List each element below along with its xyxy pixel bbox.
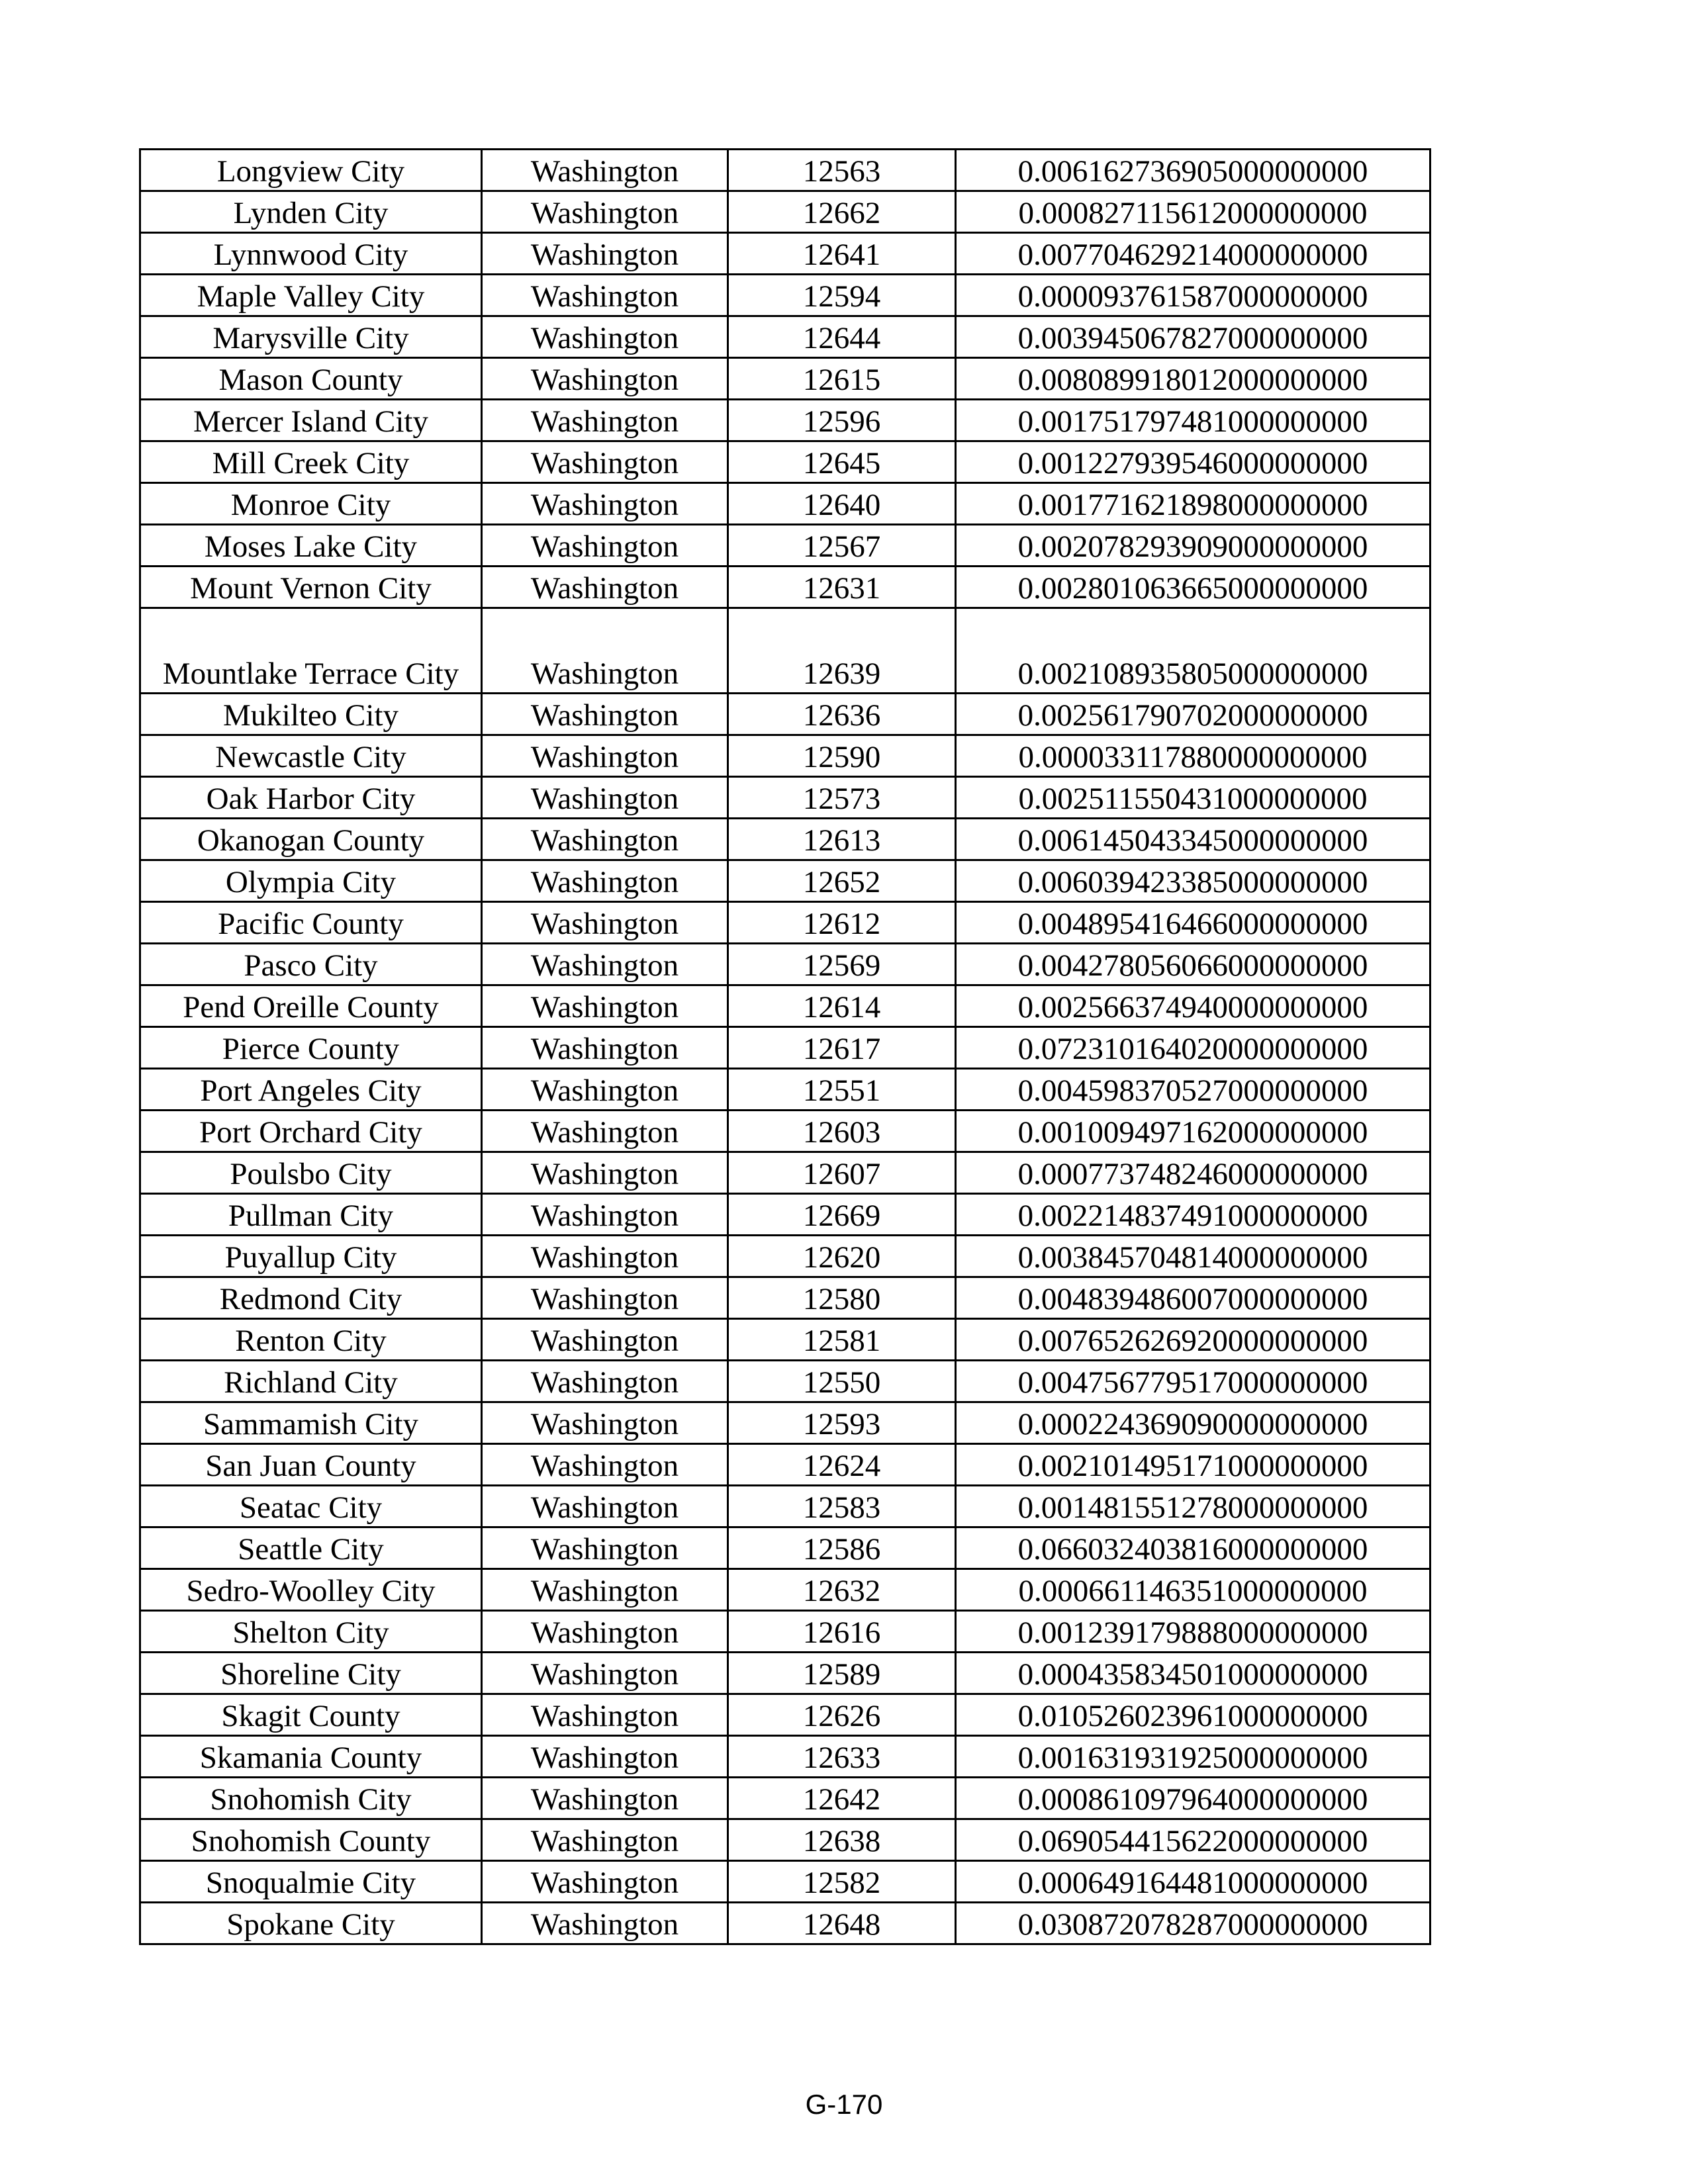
state-cell: Washington bbox=[482, 1402, 728, 1444]
jurisdiction-cell: Sammamish City bbox=[140, 1402, 482, 1444]
table-row bbox=[140, 1361, 1430, 1402]
percentage-cell: 0.007704629214000000000 bbox=[956, 233, 1430, 275]
percentage-cell: 0.002561790702000000000 bbox=[956, 694, 1430, 735]
jurisdiction-cell: Spokane City bbox=[140, 1903, 482, 1944]
state-cell: Washington bbox=[482, 1736, 728, 1778]
percentage-cell: 0.006162736905000000000 bbox=[956, 150, 1430, 191]
state-cell: Washington bbox=[482, 944, 728, 985]
id-cell: 12636 bbox=[728, 694, 956, 735]
state-cell: Washington bbox=[482, 1861, 728, 1903]
percentage-cell: 0.002078293909000000000 bbox=[956, 525, 1430, 567]
id-cell: 12603 bbox=[728, 1111, 956, 1152]
id-cell: 12616 bbox=[728, 1611, 956, 1653]
percentage-cell: 0.000827115612000000000 bbox=[956, 191, 1430, 233]
percentage-cell: 0.001009497162000000000 bbox=[956, 1111, 1430, 1152]
table-row bbox=[140, 1569, 1430, 1611]
state-cell: Washington bbox=[482, 1527, 728, 1569]
state-cell: Washington bbox=[482, 441, 728, 483]
jurisdiction-cell: Skamania County bbox=[140, 1736, 482, 1778]
table-row bbox=[140, 1527, 1430, 1569]
state-cell: Washington bbox=[482, 1653, 728, 1694]
percentage-cell: 0.000661146351000000000 bbox=[956, 1569, 1430, 1611]
state-cell: Washington bbox=[482, 358, 728, 400]
id-cell: 12669 bbox=[728, 1194, 956, 1236]
percentage-cell: 0.001771621898000000000 bbox=[956, 483, 1430, 525]
state-cell: Washington bbox=[482, 1444, 728, 1486]
table-row bbox=[140, 441, 1430, 483]
state-cell: Washington bbox=[482, 1236, 728, 1277]
jurisdiction-cell: Sedro-Woolley City bbox=[140, 1569, 482, 1611]
state-cell: Washington bbox=[482, 1027, 728, 1069]
table-row bbox=[140, 1069, 1430, 1111]
jurisdiction-cell: Mountlake Terrace City bbox=[140, 608, 482, 694]
id-cell: 12551 bbox=[728, 1069, 956, 1111]
table-row bbox=[140, 944, 1430, 985]
table-row bbox=[140, 1778, 1430, 1819]
state-cell: Washington bbox=[482, 819, 728, 860]
state-cell: Washington bbox=[482, 985, 728, 1027]
id-cell: 12613 bbox=[728, 819, 956, 860]
state-cell: Washington bbox=[482, 191, 728, 233]
state-cell: Washington bbox=[482, 608, 728, 694]
id-cell: 12615 bbox=[728, 358, 956, 400]
percentage-cell: 0.002566374940000000000 bbox=[956, 985, 1430, 1027]
table-row bbox=[140, 819, 1430, 860]
state-cell: Washington bbox=[482, 567, 728, 608]
table-row bbox=[140, 735, 1430, 777]
table-row bbox=[140, 1277, 1430, 1319]
state-cell: Washington bbox=[482, 735, 728, 777]
percentage-cell: 0.001239179888000000000 bbox=[956, 1611, 1430, 1653]
table-row bbox=[140, 1736, 1430, 1778]
state-cell: Washington bbox=[482, 1569, 728, 1611]
id-cell: 12624 bbox=[728, 1444, 956, 1486]
jurisdiction-cell: Seatac City bbox=[140, 1486, 482, 1527]
jurisdiction-cell: Mukilteo City bbox=[140, 694, 482, 735]
percentage-cell: 0.000435834501000000000 bbox=[956, 1653, 1430, 1694]
percentage-cell: 0.001227939546000000000 bbox=[956, 441, 1430, 483]
percentage-cell: 0.001481551278000000000 bbox=[956, 1486, 1430, 1527]
percentage-cell: 0.002214837491000000000 bbox=[956, 1194, 1430, 1236]
state-cell: Washington bbox=[482, 1277, 728, 1319]
state-cell: Washington bbox=[482, 1486, 728, 1527]
percentage-cell: 0.004895416466000000000 bbox=[956, 902, 1430, 944]
state-cell: Washington bbox=[482, 275, 728, 316]
jurisdiction-cell: Mercer Island City bbox=[140, 400, 482, 441]
id-cell: 12648 bbox=[728, 1903, 956, 1944]
table-row bbox=[140, 1819, 1430, 1861]
table-row bbox=[140, 1653, 1430, 1694]
percentage-cell: 0.004278056066000000000 bbox=[956, 944, 1430, 985]
page-number: G-170 bbox=[805, 2089, 883, 2120]
state-cell: Washington bbox=[482, 1819, 728, 1861]
state-cell: Washington bbox=[482, 1152, 728, 1194]
state-cell: Washington bbox=[482, 1903, 728, 1944]
jurisdiction-cell: Oak Harbor City bbox=[140, 777, 482, 819]
jurisdiction-cell: Mill Creek City bbox=[140, 441, 482, 483]
state-cell: Washington bbox=[482, 694, 728, 735]
id-cell: 12642 bbox=[728, 1778, 956, 1819]
table-row bbox=[140, 1903, 1430, 1944]
percentage-cell: 0.006039423385000000000 bbox=[956, 860, 1430, 902]
table-row bbox=[140, 902, 1430, 944]
id-cell: 12612 bbox=[728, 902, 956, 944]
table-row bbox=[140, 1027, 1430, 1069]
jurisdiction-cell: Port Orchard City bbox=[140, 1111, 482, 1152]
table-row bbox=[140, 777, 1430, 819]
id-cell: 12644 bbox=[728, 316, 956, 358]
id-cell: 12631 bbox=[728, 567, 956, 608]
table-row bbox=[140, 1694, 1430, 1736]
table-row bbox=[140, 1402, 1430, 1444]
jurisdiction-cell: Longview City bbox=[140, 150, 482, 191]
percentage-cell: 0.004756779517000000000 bbox=[956, 1361, 1430, 1402]
jurisdiction-cell: Shelton City bbox=[140, 1611, 482, 1653]
id-cell: 12639 bbox=[728, 608, 956, 694]
jurisdiction-cell: Poulsbo City bbox=[140, 1152, 482, 1194]
table-row bbox=[140, 233, 1430, 275]
jurisdiction-cell: Maple Valley City bbox=[140, 275, 482, 316]
id-cell: 12652 bbox=[728, 860, 956, 902]
jurisdiction-cell: Monroe City bbox=[140, 483, 482, 525]
jurisdiction-cell: Pend Oreille County bbox=[140, 985, 482, 1027]
table-row bbox=[140, 1194, 1430, 1236]
jurisdiction-cell: Moses Lake City bbox=[140, 525, 482, 567]
id-cell: 12563 bbox=[728, 150, 956, 191]
percentage-cell: 0.002801063665000000000 bbox=[956, 567, 1430, 608]
percentage-cell: 0.002108935805000000000 bbox=[956, 608, 1430, 694]
percentage-cell: 0.069054415622000000000 bbox=[956, 1819, 1430, 1861]
id-cell: 12607 bbox=[728, 1152, 956, 1194]
id-cell: 12638 bbox=[728, 1819, 956, 1861]
id-cell: 12617 bbox=[728, 1027, 956, 1069]
state-cell: Washington bbox=[482, 150, 728, 191]
percentage-cell: 0.000861097964000000000 bbox=[956, 1778, 1430, 1819]
table-row bbox=[140, 1236, 1430, 1277]
id-cell: 12567 bbox=[728, 525, 956, 567]
jurisdiction-cell: Pacific County bbox=[140, 902, 482, 944]
jurisdiction-cell: Skagit County bbox=[140, 1694, 482, 1736]
jurisdiction-cell: Okanogan County bbox=[140, 819, 482, 860]
table-row bbox=[140, 1152, 1430, 1194]
percentage-cell: 0.008089918012000000000 bbox=[956, 358, 1430, 400]
table-row bbox=[140, 483, 1430, 525]
state-cell: Washington bbox=[482, 1111, 728, 1152]
state-cell: Washington bbox=[482, 483, 728, 525]
state-cell: Washington bbox=[482, 525, 728, 567]
percentage-cell: 0.010526023961000000000 bbox=[956, 1694, 1430, 1736]
jurisdiction-cell: Lynden City bbox=[140, 191, 482, 233]
table-row bbox=[140, 150, 1430, 191]
table-row bbox=[140, 400, 1430, 441]
percentage-cell: 0.066032403816000000000 bbox=[956, 1527, 1430, 1569]
percentage-cell: 0.003845704814000000000 bbox=[956, 1236, 1430, 1277]
id-cell: 12662 bbox=[728, 191, 956, 233]
jurisdiction-cell: Pullman City bbox=[140, 1194, 482, 1236]
percentage-cell: 0.002101495171000000000 bbox=[956, 1444, 1430, 1486]
table-row bbox=[140, 694, 1430, 735]
jurisdiction-cell: San Juan County bbox=[140, 1444, 482, 1486]
table-row bbox=[140, 608, 1430, 694]
state-cell: Washington bbox=[482, 1611, 728, 1653]
id-cell: 12550 bbox=[728, 1361, 956, 1402]
table-row bbox=[140, 358, 1430, 400]
percentage-cell: 0.004839486007000000000 bbox=[956, 1277, 1430, 1319]
state-cell: Washington bbox=[482, 902, 728, 944]
jurisdiction-cell: Renton City bbox=[140, 1319, 482, 1361]
state-cell: Washington bbox=[482, 1694, 728, 1736]
state-cell: Washington bbox=[482, 400, 728, 441]
state-cell: Washington bbox=[482, 1319, 728, 1361]
jurisdiction-cell: Puyallup City bbox=[140, 1236, 482, 1277]
id-cell: 12586 bbox=[728, 1527, 956, 1569]
percentage-cell: 0.001631931925000000000 bbox=[956, 1736, 1430, 1778]
table-row bbox=[140, 1319, 1430, 1361]
state-cell: Washington bbox=[482, 1069, 728, 1111]
percentage-cell: 0.001751797481000000000 bbox=[956, 400, 1430, 441]
table-row bbox=[140, 1861, 1430, 1903]
id-cell: 12632 bbox=[728, 1569, 956, 1611]
jurisdiction-cell: Mason County bbox=[140, 358, 482, 400]
table-body bbox=[140, 150, 1430, 1944]
id-cell: 12640 bbox=[728, 483, 956, 525]
percentage-cell: 0.030872078287000000000 bbox=[956, 1903, 1430, 1944]
table-row bbox=[140, 567, 1430, 608]
allocation-table bbox=[139, 148, 1431, 1945]
id-cell: 12589 bbox=[728, 1653, 956, 1694]
id-cell: 12582 bbox=[728, 1861, 956, 1903]
id-cell: 12645 bbox=[728, 441, 956, 483]
percentage-cell: 0.000093761587000000000 bbox=[956, 275, 1430, 316]
state-cell: Washington bbox=[482, 1778, 728, 1819]
state-cell: Washington bbox=[482, 316, 728, 358]
percentage-cell: 0.072310164020000000000 bbox=[956, 1027, 1430, 1069]
id-cell: 12580 bbox=[728, 1277, 956, 1319]
id-cell: 12573 bbox=[728, 777, 956, 819]
jurisdiction-cell: Shoreline City bbox=[140, 1653, 482, 1694]
percentage-cell: 0.003945067827000000000 bbox=[956, 316, 1430, 358]
jurisdiction-cell: Port Angeles City bbox=[140, 1069, 482, 1111]
jurisdiction-cell: Seattle City bbox=[140, 1527, 482, 1569]
percentage-cell: 0.002511550431000000000 bbox=[956, 777, 1430, 819]
percentage-cell: 0.007652626920000000000 bbox=[956, 1319, 1430, 1361]
state-cell: Washington bbox=[482, 1361, 728, 1402]
table-row bbox=[140, 275, 1430, 316]
id-cell: 12569 bbox=[728, 944, 956, 985]
table-row bbox=[140, 860, 1430, 902]
id-cell: 12594 bbox=[728, 275, 956, 316]
id-cell: 12626 bbox=[728, 1694, 956, 1736]
id-cell: 12614 bbox=[728, 985, 956, 1027]
table-row bbox=[140, 525, 1430, 567]
jurisdiction-cell: Snoqualmie City bbox=[140, 1861, 482, 1903]
jurisdiction-cell: Pasco City bbox=[140, 944, 482, 985]
table-row bbox=[140, 1611, 1430, 1653]
table-row bbox=[140, 1444, 1430, 1486]
id-cell: 12596 bbox=[728, 400, 956, 441]
state-cell: Washington bbox=[482, 860, 728, 902]
jurisdiction-cell: Snohomish County bbox=[140, 1819, 482, 1861]
state-cell: Washington bbox=[482, 233, 728, 275]
percentage-cell: 0.000224369090000000000 bbox=[956, 1402, 1430, 1444]
percentage-cell: 0.006145043345000000000 bbox=[956, 819, 1430, 860]
jurisdiction-cell: Mount Vernon City bbox=[140, 567, 482, 608]
jurisdiction-cell: Lynnwood City bbox=[140, 233, 482, 275]
id-cell: 12590 bbox=[728, 735, 956, 777]
table-row bbox=[140, 316, 1430, 358]
percentage-cell: 0.000773748246000000000 bbox=[956, 1152, 1430, 1194]
jurisdiction-cell: Marysville City bbox=[140, 316, 482, 358]
jurisdiction-cell: Richland City bbox=[140, 1361, 482, 1402]
jurisdiction-cell: Pierce County bbox=[140, 1027, 482, 1069]
percentage-cell: 0.004598370527000000000 bbox=[956, 1069, 1430, 1111]
percentage-cell: 0.000649164481000000000 bbox=[956, 1861, 1430, 1903]
state-cell: Washington bbox=[482, 1194, 728, 1236]
table-row bbox=[140, 1486, 1430, 1527]
id-cell: 12633 bbox=[728, 1736, 956, 1778]
percentage-cell: 0.000033117880000000000 bbox=[956, 735, 1430, 777]
table-row bbox=[140, 191, 1430, 233]
id-cell: 12593 bbox=[728, 1402, 956, 1444]
id-cell: 12583 bbox=[728, 1486, 956, 1527]
table-row bbox=[140, 985, 1430, 1027]
id-cell: 12641 bbox=[728, 233, 956, 275]
id-cell: 12620 bbox=[728, 1236, 956, 1277]
jurisdiction-cell: Redmond City bbox=[140, 1277, 482, 1319]
table-row bbox=[140, 1111, 1430, 1152]
jurisdiction-cell: Olympia City bbox=[140, 860, 482, 902]
id-cell: 12581 bbox=[728, 1319, 956, 1361]
jurisdiction-cell: Newcastle City bbox=[140, 735, 482, 777]
state-cell: Washington bbox=[482, 777, 728, 819]
jurisdiction-cell: Snohomish City bbox=[140, 1778, 482, 1819]
